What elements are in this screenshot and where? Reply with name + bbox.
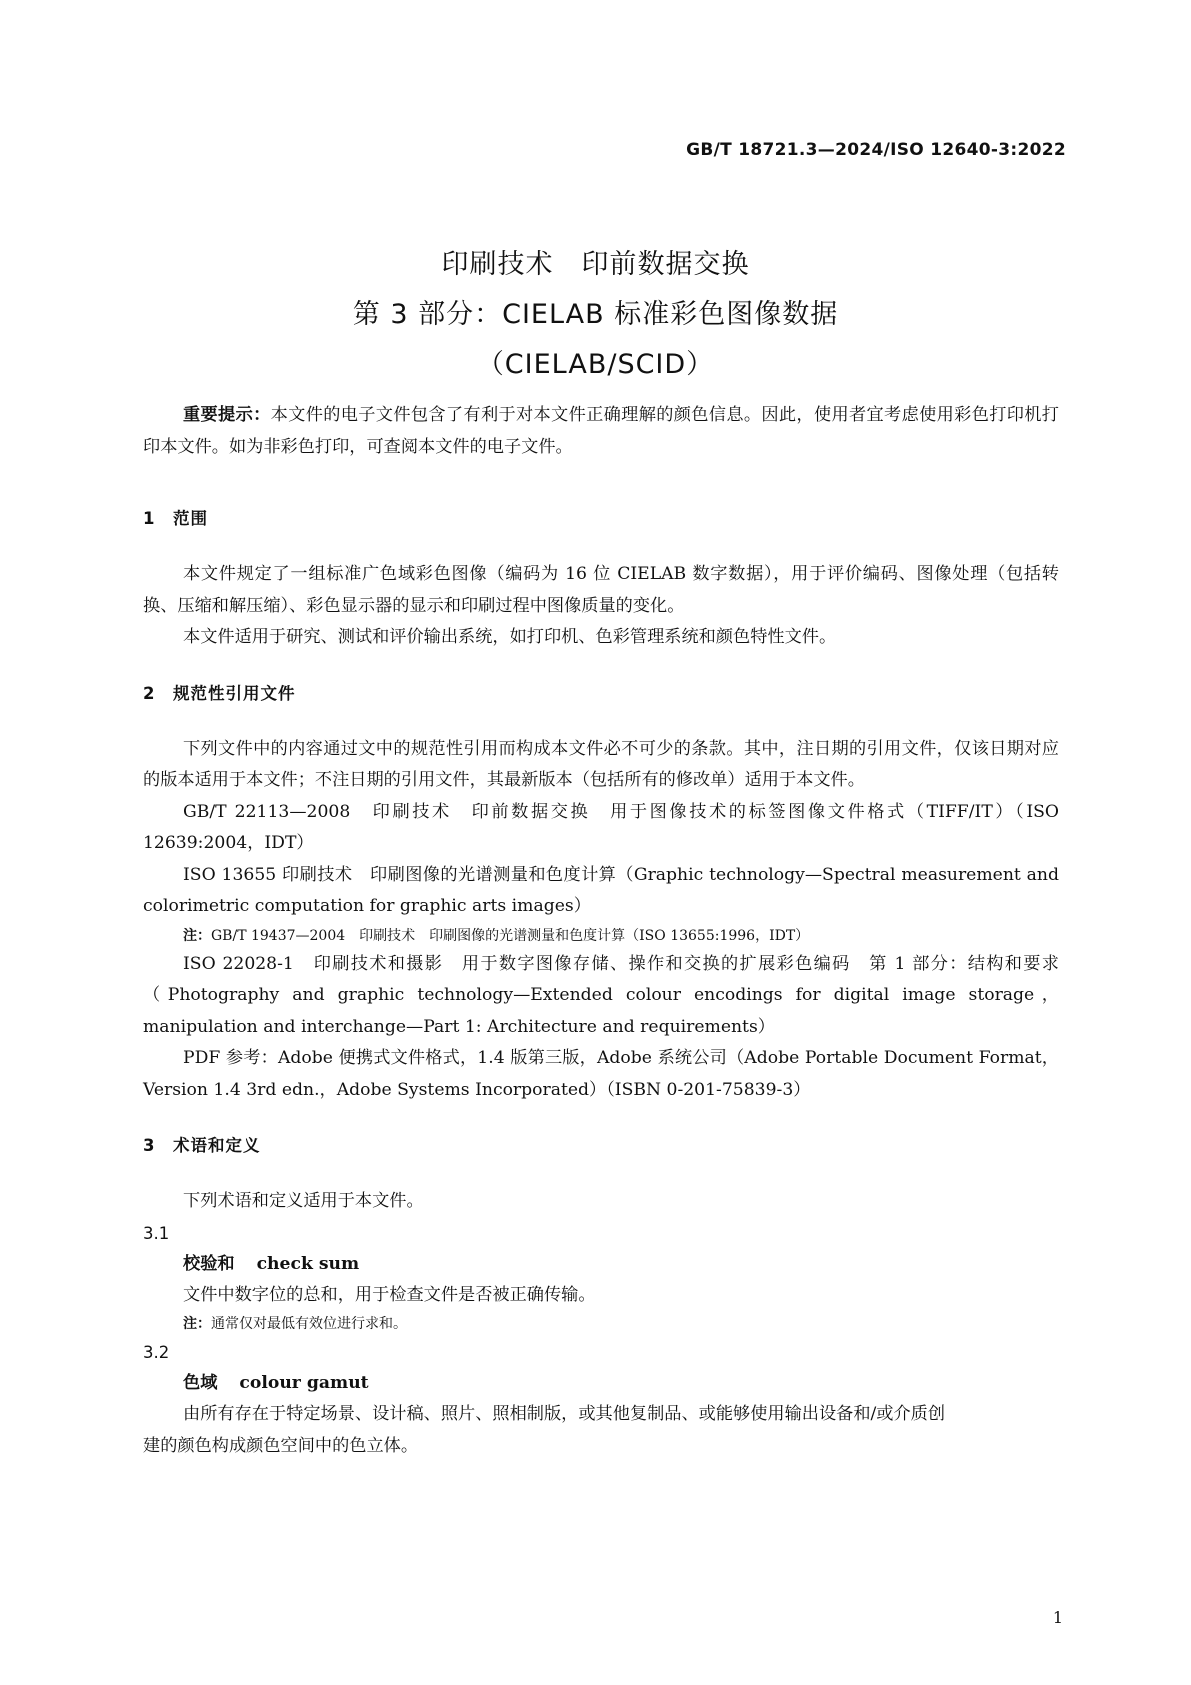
standard-id: GB/T 18721.3—2024/ISO 12640-3:2022 (686, 140, 1066, 160)
scope-paragraph-1: 本文件规定了一组标准广色域彩色图像（编码为 16 位 CIELAB 数字数据），用于评价编码、图像处理（包括转换、压缩和解压缩）、彩色显示器的显示和印刷过程中图像质量的变化。 (143, 564, 1059, 616)
notice-text: 本文件的电子文件包含了有利于对本文件正确理解的颜色信息。因此，使用者宜考虑使用彩色打印机打印本文件。如为非彩色打印，可查阅本文件的电子文件。 (143, 405, 1059, 457)
title-line-3: （CIELAB/SCID） (476, 349, 715, 380)
term-name-zh: 校验和 (183, 1253, 235, 1274)
reference-note (143, 923, 1059, 949)
term-name (143, 1249, 1059, 1280)
term-definition-line-2: 建的颜色构成颜色空间中的色立体。 (143, 1435, 419, 1456)
title-line-1: 印刷技术 印前数据交换 (441, 249, 750, 280)
term-number: 3.2 (143, 1343, 170, 1362)
term-name-en: colour gamut (239, 1373, 369, 1393)
reference-note-label: 注： (183, 927, 211, 944)
document-body (143, 400, 1059, 1462)
term-definition: 文件中数字位的总和，用于检查文件是否被正确传输。 (183, 1284, 596, 1305)
document-title (0, 240, 1191, 390)
reference-item: PDF 参考：Adobe 便携式文件格式，1.4 版第三版，Adobe 系统公司（Adobe Portable Document Format，Version 1.4 3rd edn.，Adobe Systems Incorporated）（ISBN 0-201-75839-3） (143, 1048, 1059, 1100)
term-note-text: 通常仅对最低有效位进行求和。 (211, 1316, 407, 1332)
title-line-2: 第 3 部分：CIELAB 标准彩色图像数据 (352, 299, 839, 330)
section-2-heading (143, 680, 1059, 708)
page-number: 1 (1052, 1608, 1063, 1627)
notice-label: 重要提示： (183, 405, 271, 425)
reference-note-text: GB/T 19437—2004 印刷技术 印刷图像的光谱测量和色度计算（ISO 13655:1996，IDT） (211, 927, 810, 944)
section-3-number: 3 (143, 1136, 156, 1155)
term-note (143, 1311, 1059, 1337)
term-name-zh: 色域 (183, 1373, 218, 1393)
reference-item: GB/T 22113—2008 印刷技术 印前数据交换 用于图像技术的标签图像文件格式（TIFF/IT）（ISO 12639:2004，IDT） (143, 801, 1059, 853)
section-2-number: 2 (143, 683, 156, 703)
term-name (143, 1368, 1059, 1399)
reference-item: ISO 13655 印刷技术 印刷图像的光谱测量和色度计算（Graphic technology—Spectral measurement and colorimetric computation for graphic arts images） (143, 864, 1059, 916)
scope-paragraph-2: 本文件适用于研究、测试和评价输出系统，如打印机、色彩管理系统和颜色特性文件。 (183, 627, 837, 647)
term-definition-line-1: 由所有存在于特定场景、设计稿、照片、照相制版，或其他复制品、或能够使用输出设备和/或介质创 (183, 1404, 946, 1424)
section-1-heading (143, 505, 1059, 533)
important-notice (143, 400, 1059, 463)
section-1-title: 范围 (173, 509, 208, 528)
term-note-label: 注： (183, 1316, 211, 1332)
term-name-en: check sum (256, 1253, 360, 1274)
section-1-number: 1 (143, 509, 156, 528)
normative-refs-intro: 下列文件中的内容通过文中的规范性引用而构成本文件必不可少的条款。其中，注日期的引用文件，仅该日期对应的版本适用于本文件；不注日期的引用文件，其最新版本（包括所有的修改单）适用于本文件。 (143, 738, 1059, 790)
section-3-title: 术语和定义 (173, 1136, 261, 1155)
term-number: 3.1 (143, 1223, 170, 1243)
reference-item: ISO 22028-1 印刷技术和摄影 用于数字图像存储、操作和交换的扩展彩色编码 第 1 部分：结构和要求（Photography and graphic technology—Extended colour encodings for digital image storage，manipulation and interchange—Part 1: Architecture and requirements） (143, 953, 1059, 1037)
section-3-heading (143, 1132, 1059, 1160)
section-2-title: 规范性引用文件 (173, 683, 296, 703)
terms-intro: 下列术语和定义适用于本文件。 (183, 1191, 424, 1211)
